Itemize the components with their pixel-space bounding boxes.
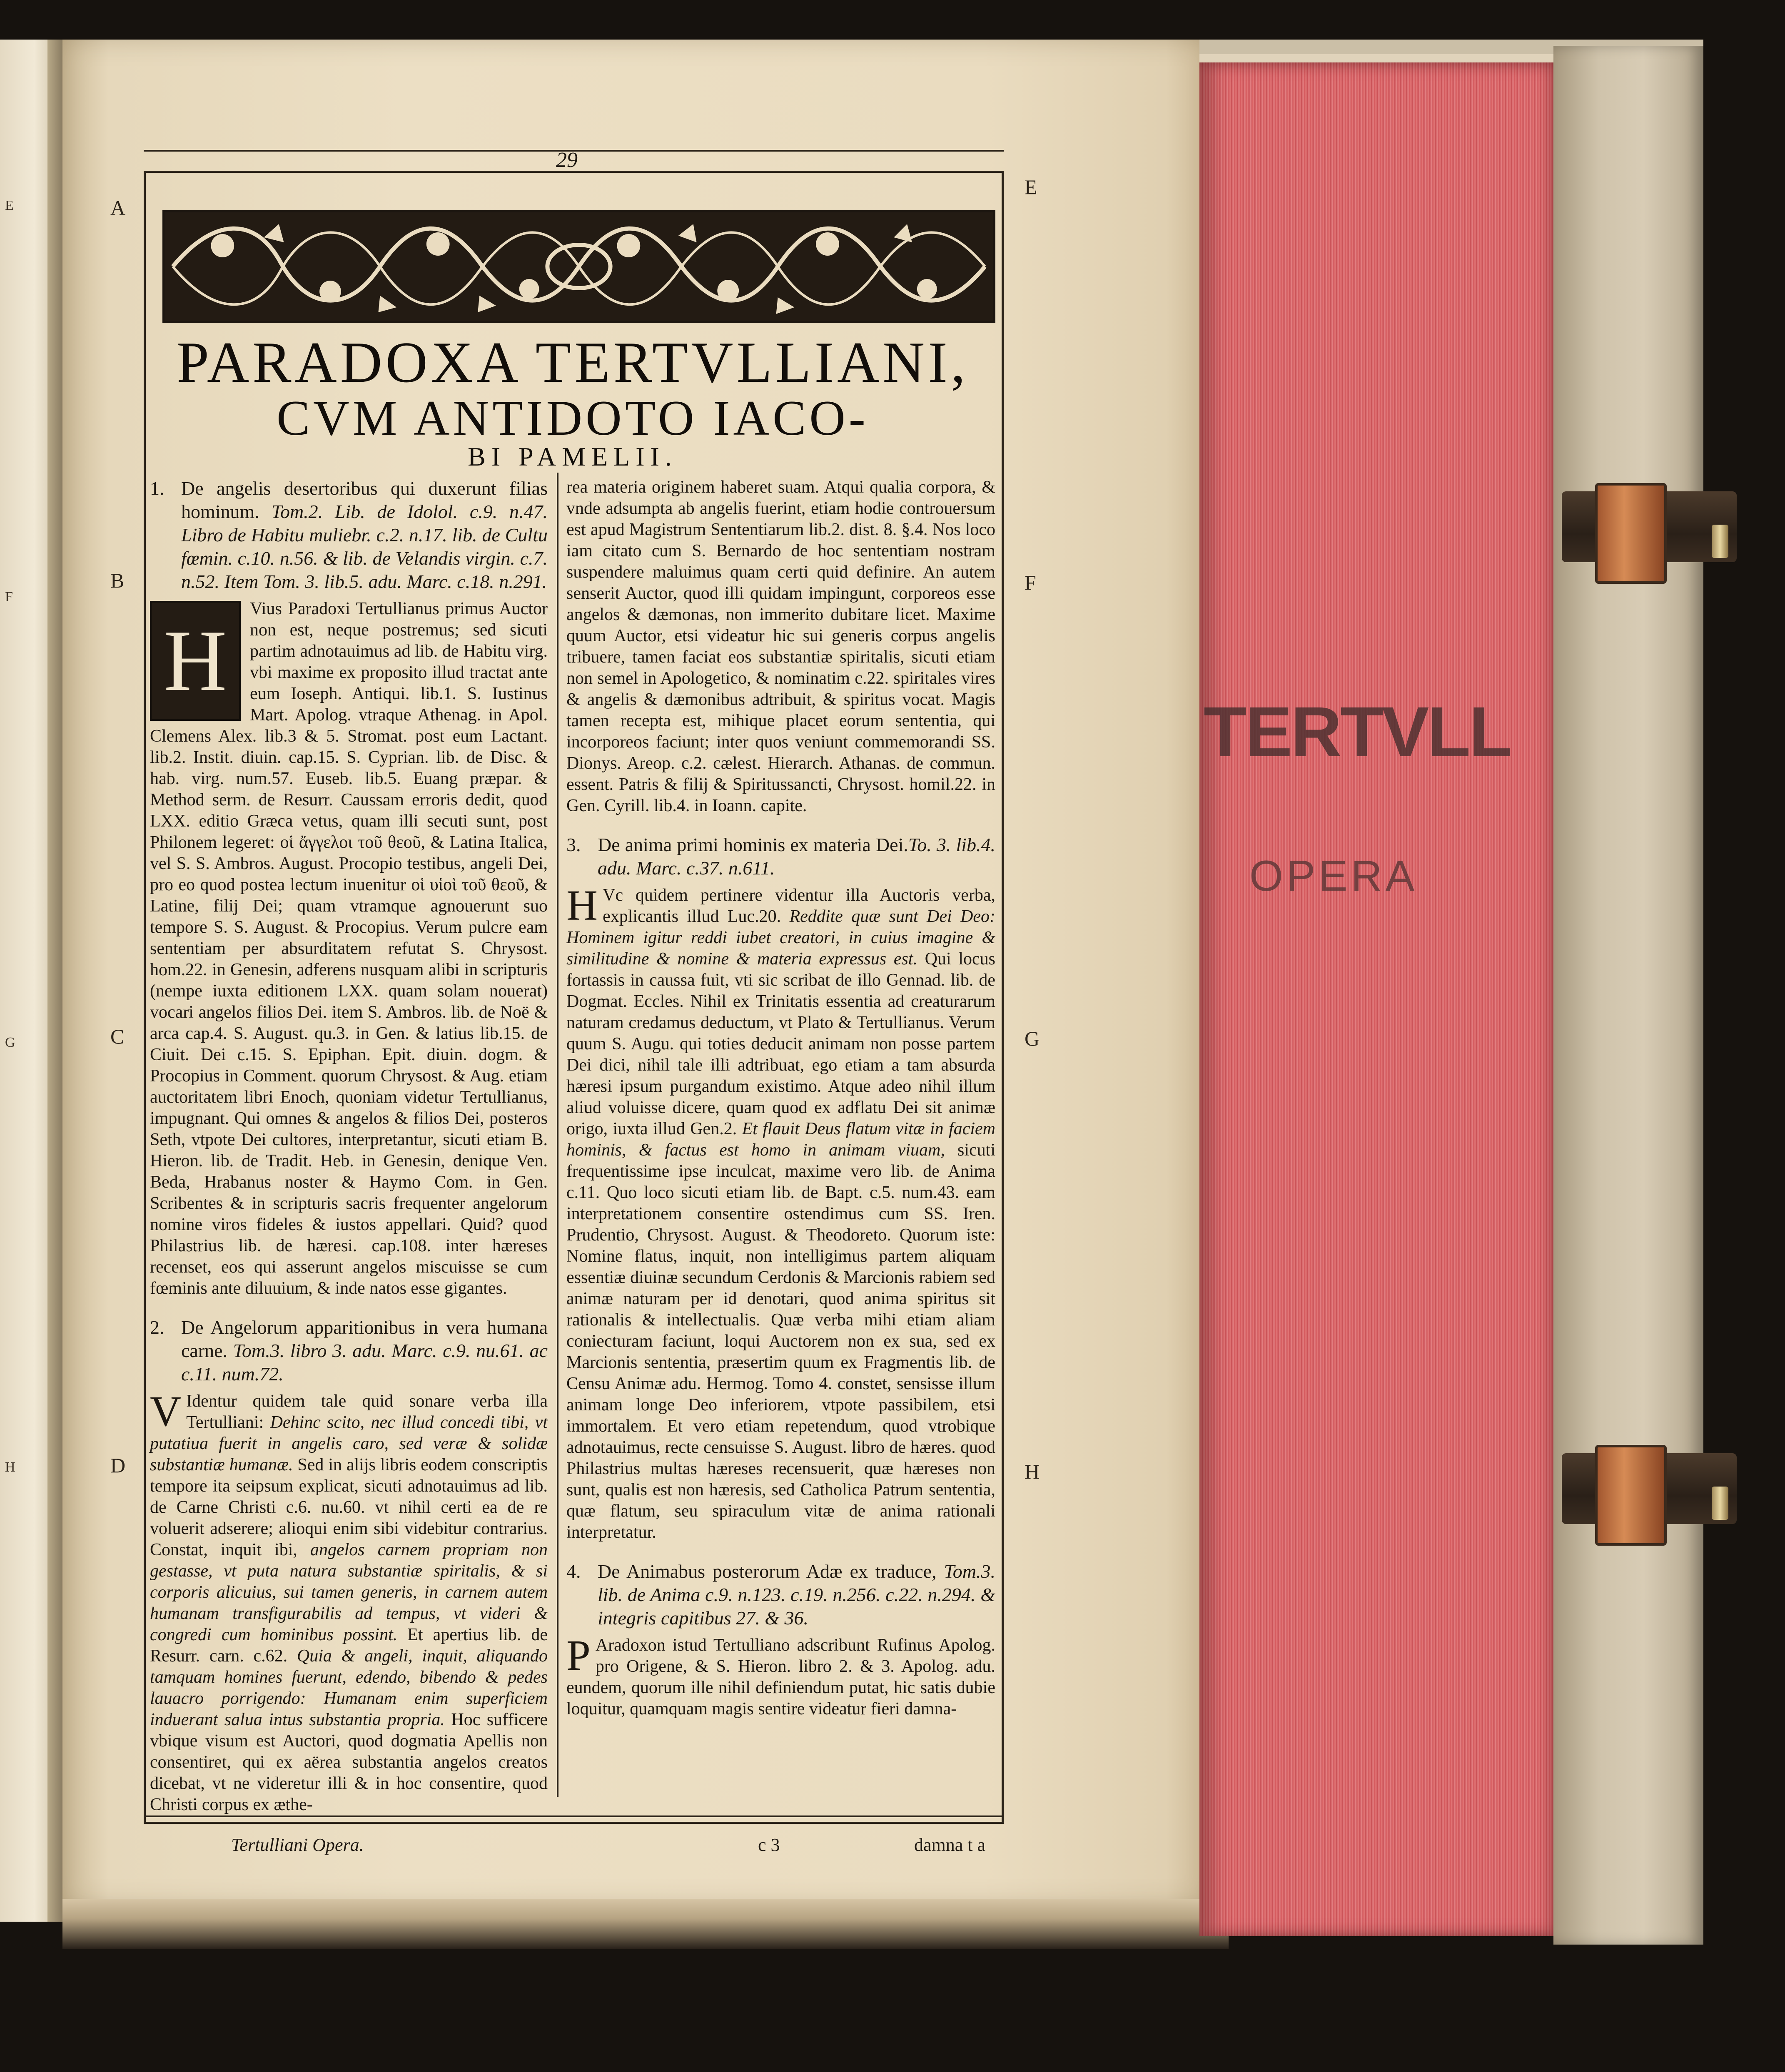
- page-number: 29: [556, 148, 578, 172]
- catchword: damna t a: [914, 1835, 986, 1855]
- margin-letter-h: H: [1025, 1460, 1040, 1483]
- paragraph-text: Qui locus fortassis in caussa fuit, vti sic scribat de illo Gennad. lib. de Dogmat. Eccles. Nihil ex Trinitatis essentia ad creaturarum naturam credamus deductum, vt Plato & Tertullianus. Verum quum S. Augu. qui toties deducit animam non posse partem Dei dici, nihil tale illi adtribuat, ego etiam a tam absurda hæresi ipsum purgandum existimo. Atque adeo nihil illum aliud voluisse dicere, quam quod ex adflatu Dei sit animæ origo, iuxta illud Gen.2.: [566, 949, 995, 1138]
- title-line-1: PARADOXA TERTVLLIANI,: [177, 330, 969, 395]
- clasp-pin: [1712, 525, 1728, 558]
- section-3-heading: [566, 833, 995, 880]
- margin-letter-e: E: [1025, 175, 1037, 199]
- section-number: 1.: [150, 478, 165, 499]
- section-reference: Tom.3. libro 3. adu. Marc. c.9. nu.61. ac c.11. num.72.: [181, 1340, 548, 1385]
- clasp-metal-plate: [1595, 483, 1667, 584]
- margin-letter-c: C: [110, 1025, 125, 1048]
- vellum-cover: [1553, 46, 1703, 1945]
- right-column: [566, 477, 995, 1736]
- section-title: De angelis desertoribus qui duxerunt filias hominum.: [181, 478, 548, 522]
- margin-letter-d: D: [110, 1454, 126, 1477]
- section-number: 2.: [150, 1317, 165, 1338]
- fore-edge-title: TERTVLL: [1204, 692, 1511, 772]
- continuation-text: rea materia originem haberet suam. Atqui qualia corpora, & vnde adsumpta ab angelis fuerint, etiam hodie controuersum est apud Magistrum Sententiarum lib.2. dist. 8. §.4. Nos loco iam citato cum S. Bernardo de hoc sententiam nostram suspendere maluimus quam certi quid definire. An autem senserit Auctor, quod illi quidam impingunt, corporeos esse angelos & dæmonas, non immerito dubitare licet. Maxime quum Auctor, etsi videatur hic sui generis corpus angelis tribuere, tamen faciat eos substantiæ spiritalis, sicuti etiam non semel in Apologetico, & nominatim c.22. spiritales vires & angelis & dæmonibus adtribuit, & spiritus vocat. Magis tamen recepta est, mihique placet eorum sententia, qui incorporeos faciunt; inter quos veniunt commemorandi SS. Dionys. Areop. c.2. cælest. Hierarch. Athanas. de commun. essent. Patris & filij & Spiritussancti, Chrysost. homil.22. in Gen. Cyrill. lib.4. in Ioann. capite.: [566, 478, 995, 815]
- margin-letter-b: B: [110, 569, 125, 592]
- margin-letter-g: G: [1025, 1027, 1040, 1050]
- gutter-shadow: [47, 40, 62, 1922]
- red-fore-edge: [1199, 62, 1558, 1936]
- section-1-text: [150, 598, 548, 1299]
- fore-edge-subtitle: OPERA: [1249, 852, 1418, 900]
- signature-mark: c 3: [758, 1835, 780, 1855]
- section-1-heading: [150, 477, 548, 593]
- facing-margin-letter-g: G: [5, 1035, 15, 1050]
- bottom-rule: [144, 1815, 1004, 1817]
- section-reference: Tom.3. lib. de Anima c.9. n.123. c.19. n.256. c.22. n.294. & integris capitibus 27. & 36.: [598, 1561, 995, 1629]
- facing-margin-letter-e: E: [5, 198, 14, 213]
- section-number: 3.: [566, 834, 581, 855]
- foliage-ornament-icon: [165, 212, 993, 321]
- section-title: De Angelorum apparitionibus in vera humana carne.: [181, 1317, 548, 1361]
- paragraph-text: Sed in alijs libris eodem conscriptis tempore ita seipsum explicat, sicuti adnotauimus ad lib. de Carne Christi c.6. nu.60. vt nihil certi ea de re voluerit adserere; alioqui enim sibi videbitur contrarius. Constat, inquit ibi,: [150, 1455, 548, 1559]
- paragraph-text: Identur quidem tale quid sonare verba illa Tertulliani:: [186, 1392, 548, 1432]
- ornamental-headpiece: [162, 210, 995, 323]
- section-4-heading: [566, 1560, 995, 1630]
- page-bottom-shadow: [62, 1899, 1229, 1949]
- paragraph-text: Vius Paradoxi Tertullianus primus Auctor non est, neque postremus; sed sicuti partim adnotauimus ad lib. de Habitu virg. vbi maxime ex proposito illud tractat ante eum Ioseph. Antiqui. lib.1. S. Iustinus Mart. Apolog. vtraque Athenag. in Apol. Clemens Alex. lib.3 & 5. Stromat. post eum Lactant. lib.2. Instit. diuin. cap.15. S. Cyprian. lib. de Disc. & hab. virg. num.57. Euseb. lib.5. Euang præpar. & Method serm. de Resurr. Caussam erroris dedit, quod LXX. editio Græca vetus, quam illi secuti sunt, post Philonem legeret: οἱ ἄγγελοι τοῦ θεοῦ, & Latina Italica, vel S. S. Ambros. August. Procopio testibus, angeli Dei, pro eo quod postea lectum inuenitur οἱ υἱοὶ τοῦ θεοῦ, & Latine, filij Dei; quam vtramque agnouerunt suo tempore S. S. August. & Procopius. Verum pulcre eam sententiam per absurditatem refutat S. Chrysost. hom.22. in Genesin, adferens nusquam alibi in scripturis (nempe iuxta editionem LXX. quam solam nouerat) vocari angelos filios Dei. item S. Ambros. lib. de Noë & arca cap.4. S. August. qu.3. in Gen. & latius lib.15. de Ciuit. Dei c.15. S. Epiphan. Epit. diuin. dogm. & Procopius in Comment. quorum Chrysost. & Aug. etiam auctoritatem libri Enoch, quoniam videtur Tertullianus, impugnant. Qui omnes & angelos & filios Dei, posteros Seth, vtpote Dei cultores, interpretantur, sicuti etiam B. Hieron. lib. de Tradit. Heb. in Genesin, denique Ven. Beda, Hrabanus noster & Haymo Com. in Gen. Scribentes & in scripturis sacris frequenter angelorum nomine viros fideles & iustos appellari. Quid? quod Philastrius lib. de hæresi. cap.108. inter hæreses recenset, eos qui asserunt angelos miscuisse se cum fœminis ante diluuium, & inde natos esse gigantes.: [150, 599, 548, 1298]
- section-title: De Animabus posterorum Adæ ex traduce,: [598, 1561, 937, 1582]
- quotation: Reddite quæ sunt Dei Deo: Hominem igitur reddi iubet creatori, in cuius imagine & similitudine & nomine & materia expressus est.: [566, 907, 995, 969]
- quotation: Quia & angeli, inquit, aliquando tamquam homines fuerunt, edendo, bibendo & pedes lauacro porrigendo: Humanam enim superficiem induerant salua intus substantia propria.: [150, 1646, 548, 1729]
- paragraph-text: Aradoxon istud Tertulliano adscribunt Rufinus Apolog. pro Origene, & S. Hieron. libro 2. & 3. Apolog. adu. eundem, quorum ille nihil definiendum putat, hic satis dubie loquitur, quamquam magis sentire videatur fieri damna-: [566, 1636, 995, 1718]
- section-number: 4.: [566, 1561, 581, 1582]
- running-footer: Tertulliani Opera.: [231, 1835, 364, 1855]
- section-2-text: [150, 1387, 548, 1815]
- quotation: Et flauit Deus flatum vitæ in faciem hominis, & factus est homo in animam viuam,: [566, 1119, 995, 1160]
- ornamental-initial: H: [150, 601, 241, 721]
- initial-letter: V: [150, 1387, 182, 1435]
- section-reference: To. 3. lib.4. adu. Marc. c.37. n.611.: [598, 834, 996, 879]
- title-line-3: BI PAMELII.: [468, 442, 678, 471]
- column-divider: [557, 473, 558, 1797]
- quotation: angelos carnem propriam non gestasse, vt puta natura substantiæ spiritalis, & si corporis alicuius, sui tamen generis, in carnem autem humanam transfigurabilis ad tempus, vt videri & congredi cum hominibus possint.: [150, 1540, 548, 1644]
- title-line-2: CVM ANTIDOTO IACO-: [277, 390, 869, 446]
- paragraph-text: Hoc sufficere vbique visum est Auctori, quod dogmatia Apellis non consentiret, qui ex aërea substantia angelos creatos dicebat, vt ne videretur illi & in hoc consentire, quod Christi corpus ex æthe-: [150, 1710, 548, 1814]
- initial-letter: H: [566, 882, 598, 929]
- section-4-text: [566, 1631, 995, 1720]
- initial-letter: P: [566, 1631, 591, 1679]
- facing-page-edge: [0, 40, 62, 1922]
- clasp-pin: [1712, 1487, 1728, 1520]
- section-3-text: [566, 882, 995, 1543]
- margin-letter-a: A: [110, 196, 126, 219]
- margin-letter-f: F: [1025, 571, 1036, 594]
- paragraph-text: Et apertius lib. de Resurr. carn. c.62.: [150, 1625, 548, 1666]
- paragraph-text: Vc quidem pertinere videntur illa Auctoris verba, explicantis illud Luc.20.: [603, 886, 995, 926]
- section-reference: Tom.2. Lib. de Idolol. c.9. n.47. Libro de Habitu muliebr. c.2. n.17. lib. de Cultu fœmin. c.10. n.56. & lib. de Velandis virgin. c.7. n.52. Item Tom. 3. lib.5. adu. Marc. c.18. n.291.: [181, 501, 548, 592]
- paragraph-text: sicuti frequentissime ipse inculcat, maxime vero lib. de Anima c.11. Quo loco sicuti etiam lib. de Bapt. c.5. num.43. eam interpretationem consentire ostendimus cum SS. Iren. Prudentio, Chrysost. August. & Theodoreto. Quorum iste: Nomine flatus, inquit, non intelligimus partem aliquam essentiæ diuinæ secundum Cerdonis & Marcionis rabiem sed animæ naturam per id denotari, quod anima spiritus sit rationalis & intellectualis. Quæ verba mihi etiam aliam coniecturam faciunt, loqui Auctorem non ex sua, sed ex Marcionis sententia, præsertim quum ex Fragmentis lib. de Censu Animæ adu. Hermog. Tomo 4. constet, sensisse illum animam longe Deo inferiorem, vtpote passibilem, etsi immortalem. Et vero etiam repetendum, quod vtrobique adnotauimus, recte censuisse S. August. libro de hæres. quod Philastrius multas hæreses recensuerit, quæ hæreses non sunt, qualis est non hæresis, sed Catholica Patrum sententia, quæ flatum, seu spiraculum vitæ de anima rationali interpretatur.: [566, 1141, 995, 1542]
- clasp-metal-plate: [1595, 1445, 1667, 1546]
- upper-clasp: [1562, 475, 1737, 600]
- lower-clasp: [1562, 1437, 1737, 1561]
- section-2-heading: [150, 1316, 548, 1386]
- facing-margin-letter-h: H: [5, 1459, 15, 1475]
- quotation: Dehinc scito, nec illud concedi tibi, vt putatiua fuerit in angelis caro, sed veræ & solidæ substantiæ humanæ.: [150, 1413, 548, 1474]
- left-column: [150, 477, 548, 1832]
- section-title: De anima primi hominis ex materia Dei.: [598, 834, 908, 855]
- facing-margin-letter-f: F: [5, 589, 13, 605]
